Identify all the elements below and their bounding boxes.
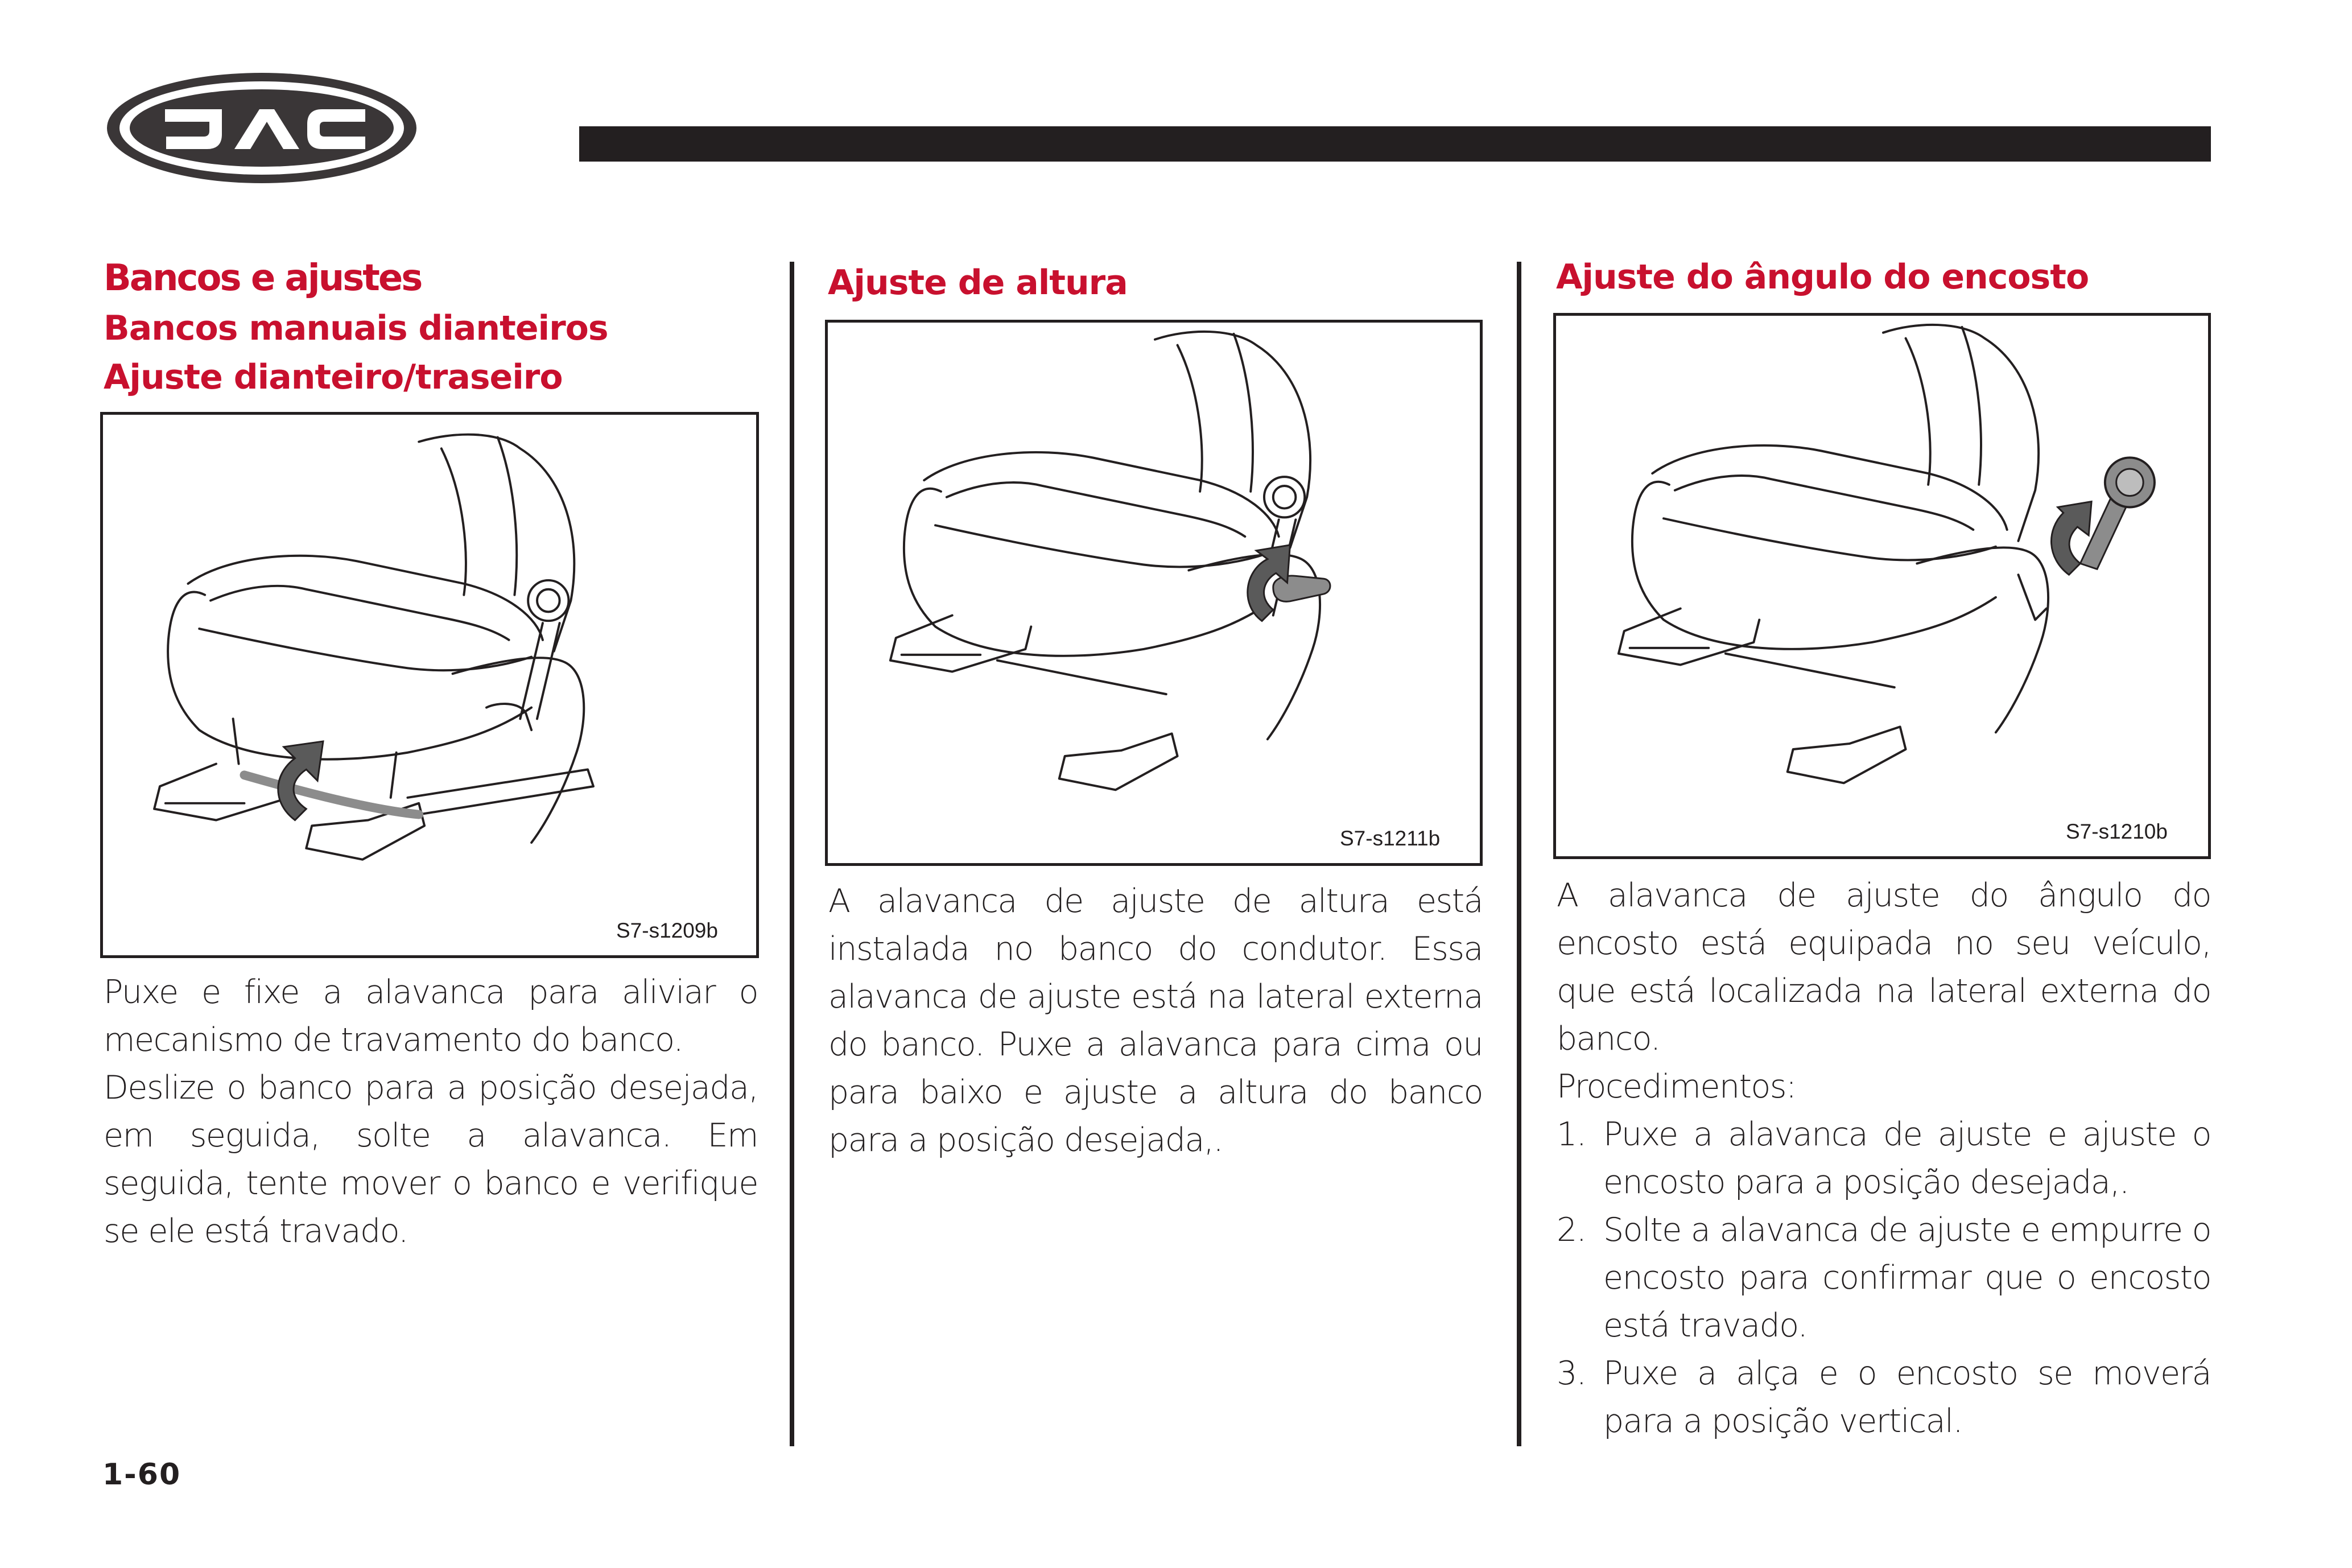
jac-logo xyxy=(102,68,421,188)
subsection-title-height: Ajuste de altura xyxy=(828,263,1128,303)
figure-height-adjustment xyxy=(825,320,1483,866)
subsection-title-backrest-angle: Ajuste do ângulo do encosto xyxy=(1556,257,2089,297)
paragraph: A alavanca de ajuste do ângulo do encosto está equipada no seu veículo, que está localizada na lateral externa do banco. xyxy=(1557,877,2211,1058)
figure-label: S7-s1209b xyxy=(616,919,718,942)
seat-illustration-3 xyxy=(1556,316,2208,856)
column-1-text xyxy=(104,968,758,1255)
figure-front-rear-adjustment xyxy=(100,412,759,958)
seat-illustration-2 xyxy=(828,323,1480,863)
subsection-title-front-rear: Ajuste dianteiro/traseiro xyxy=(104,357,563,397)
column-divider-2 xyxy=(1517,262,1521,1446)
header-bar xyxy=(579,126,2211,162)
paragraph-procedures: Procedimentos: xyxy=(1557,1068,1796,1105)
procedure-step: 2. Solte a alavanca de ajuste e empurre o encosto para confirmar que o encosto está travado. xyxy=(1557,1211,2211,1344)
figure-label: S7-s1210b xyxy=(2066,820,2168,843)
page-number: 1-60 xyxy=(102,1458,181,1492)
paragraph: A alavanca de ajuste de altura está instalada no banco do condutor. Essa alavanca de ajuste está na lateral externa do banco. Puxe a alavanca para cima ou para baixo e ajuste a altura do banco para a posição desejada,. xyxy=(828,882,1483,1159)
procedure-step: 1. Puxe a alavanca de ajuste e ajuste o encosto para a posição desejada,. xyxy=(1557,1116,2211,1201)
figure-backrest-adjustment xyxy=(1553,313,2211,859)
column-3-text xyxy=(1557,872,2211,1445)
column-2-text xyxy=(828,877,1483,1164)
paragraph: Puxe e fixe a alavanca para aliviar o mecanismo de travamento do banco. xyxy=(104,973,758,1059)
figure-label: S7-s1211b xyxy=(1340,827,1441,850)
column-divider-1 xyxy=(790,262,794,1446)
section-title: Bancos e ajustes xyxy=(104,257,422,299)
subsection-title: Bancos manuais dianteiros xyxy=(104,308,608,348)
paragraph: Deslize o banco para a posição desejada, em seguida, solte a alavanca. Em seguida, tente mover o banco e verifique se ele está travado. xyxy=(104,1069,758,1250)
procedure-step: 3. Puxe a alça e o encosto se moverá para a posição vertical. xyxy=(1557,1355,2211,1440)
seat-illustration-1 xyxy=(103,415,756,955)
procedure-steps xyxy=(1557,1111,2211,1445)
